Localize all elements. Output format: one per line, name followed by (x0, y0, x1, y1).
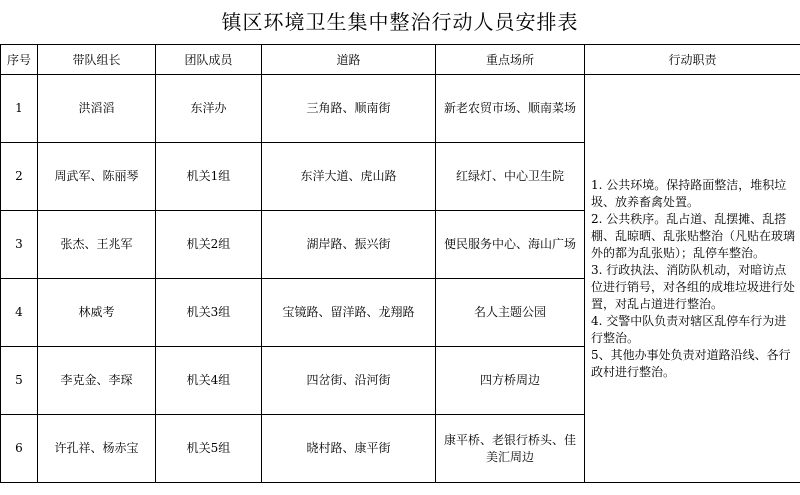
cell-members: 机关3组 (156, 279, 262, 347)
header-cell-duties: 行动职责 (585, 45, 800, 75)
cell-roads: 四岔街、沿河街 (262, 347, 436, 415)
cell-roads: 湖岸路、振兴街 (262, 211, 436, 279)
duty-item: 4. 交警中队负责对辖区乱停车行为进行整治。 (591, 313, 787, 345)
header-cell-places: 重点场所 (436, 45, 585, 75)
cell-no: 6 (1, 415, 38, 483)
duty-item: 1. 公共环境。保持路面整洁，堆积垃圾、放养畜禽处置。 (591, 177, 787, 209)
table-header-row (1, 45, 800, 75)
cell-places: 康平桥、老银行桥头、佳美汇周边 (436, 415, 585, 483)
cell-members: 机关1组 (156, 143, 262, 211)
cell-members: 机关2组 (156, 211, 262, 279)
cell-leader: 林威考 (38, 279, 156, 347)
table-row (1, 75, 800, 143)
document-title: 镇区环境卫生集中整治行动人员安排表 (221, 10, 579, 34)
cell-no: 2 (1, 143, 38, 211)
cell-members: 机关5组 (156, 415, 262, 483)
header-cell-no: 序号 (1, 45, 38, 75)
cell-members: 机关4组 (156, 347, 262, 415)
cell-no: 3 (1, 211, 38, 279)
cell-no: 1 (1, 75, 38, 143)
cell-roads: 晓村路、康平街 (262, 415, 436, 483)
cell-no: 5 (1, 347, 38, 415)
cell-leader: 张杰、王兆军 (38, 211, 156, 279)
cell-roads: 宝镜路、留洋路、龙翔路 (262, 279, 436, 347)
duty-item: 3. 行政执法、消防队机动，对暗访点位进行销号，对各组的成堆垃圾进行处置，对乱占道进行整治。 (591, 262, 796, 311)
cell-roads: 三角路、顺南街 (262, 75, 436, 143)
cell-places: 名人主题公园 (436, 279, 585, 347)
cell-leader: 洪滔滔 (38, 75, 156, 143)
duty-item: 5、其他办事处负责对道路沿线、各行政村进行整治。 (591, 347, 791, 379)
header-cell-roads: 道路 (262, 45, 436, 75)
cell-places: 便民服务中心、海山广场 (436, 211, 585, 279)
cell-leader: 许孔祥、杨赤宝 (38, 415, 156, 483)
cell-members: 东洋办 (156, 75, 262, 143)
header-cell-leader: 带队组长 (38, 45, 156, 75)
cell-places: 新老农贸市场、顺南菜场 (436, 75, 585, 143)
cell-no: 4 (1, 279, 38, 347)
cell-places: 红绿灯、中心卫生院 (436, 143, 585, 211)
cell-roads: 东洋大道、虎山路 (262, 143, 436, 211)
duty-item: 2. 公共秩序。乱占道、乱摆摊、乱搭棚、乱晾晒、乱张贴整治（凡贴在玻璃外的都为乱张贴）；乱停车整治。 (591, 211, 796, 260)
cell-leader: 周武军、陈丽琴 (38, 143, 156, 211)
cell-leader: 李克金、李琛 (38, 347, 156, 415)
schedule-table (0, 44, 800, 483)
cell-places: 四方桥周边 (436, 347, 585, 415)
cell-duties (585, 75, 800, 483)
header-cell-members: 团队成员 (156, 45, 262, 75)
